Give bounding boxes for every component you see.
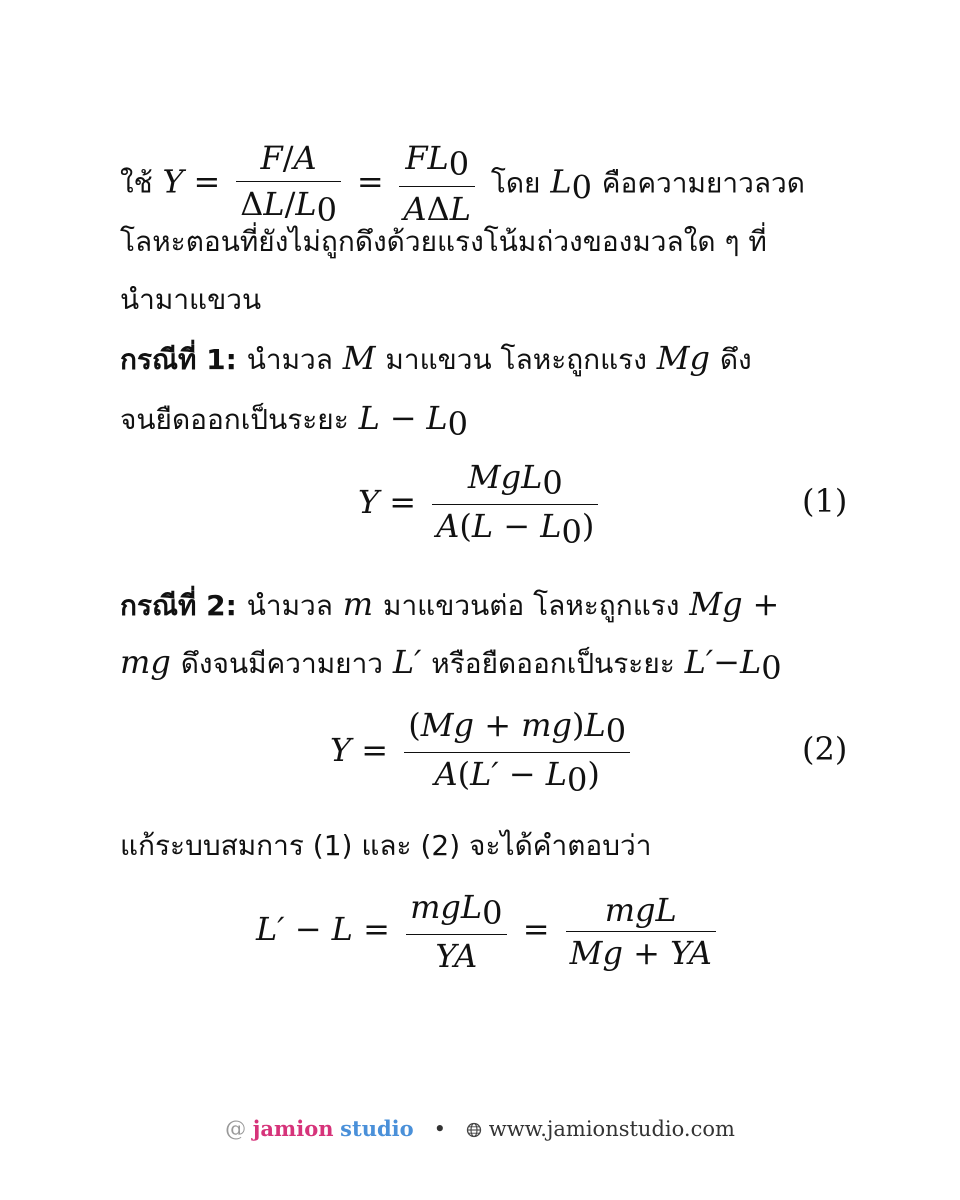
case1-line-2: จนยืดออกเป็นระยะ $L - L_0$: [120, 399, 468, 443]
case2-text-3: ดึงจนมีความยาว: [180, 647, 384, 680]
case2-text-4: หรือยืดออกเป็นระยะ: [431, 647, 675, 680]
intro-line-3: นำมาแขวน: [120, 283, 262, 316]
footer-at: @: [225, 1117, 247, 1141]
globe-icon: [466, 1122, 482, 1138]
case1-text-1: นำมวล: [246, 343, 333, 376]
equation-1-number: (1): [802, 482, 848, 520]
case1-text-3: ดึง: [719, 343, 752, 376]
case1-line-1: กรณีที่ 1: นำมวล M มาแขวน โลหะถูกแรง Mg ดึง: [120, 339, 752, 377]
footer: [0, 1116, 960, 1141]
intro-text-use: ใช้: [120, 166, 153, 200]
intro-line-2: โลหะตอนที่ยังไม่ถูกดึงด้วยแรงโน้มถ่วงของมวลใด ๆ ที่: [120, 225, 767, 258]
case2-text-1: นำมวล: [246, 589, 333, 622]
case2-text-2: มาแขวนต่อ โลหะถูกแรง: [382, 589, 680, 622]
intro-text-wire-length: คือความยาวลวด: [601, 166, 805, 200]
intro-text-by: โดย: [490, 166, 541, 200]
intro-line-1: ใช้ Y = $\frac{F/A}{\Delta L/L_0}$ = $\frac{FL_0}{\text{AΔL}}$ โดย $L_0$ คือความยาวลวด: [120, 139, 805, 229]
fraction-fl0: $\frac{FL_0}{\text{AΔL}}$: [399, 138, 474, 230]
footer-website-link[interactable]: www.jamionstudio.com: [488, 1117, 735, 1141]
equation-2-number: (2): [802, 730, 848, 768]
equation-1: Y = $\frac{MgL_0}{A(L - L_0)}$: [358, 458, 604, 551]
case1-label: กรณีที่ 1:: [120, 343, 237, 376]
footer-brand-jamion: jamion: [252, 1116, 334, 1141]
case1-text-2: มาแขวน โลหะถูกแรง: [385, 343, 647, 376]
case2-line-2: mg ดึงจนมีความยาว L′ หรือยืดออกเป็นระยะ $L'-L_0$: [120, 643, 782, 687]
equation-result: L′ − L = $\frac{mgL_0}{YA}$ = $\frac{\text{mgL}}{Mg + YA}$: [256, 888, 722, 975]
equation-2: Y = $\frac{(Mg + mg)L_0}{A(L' - L_0)}$: [330, 706, 636, 799]
footer-brand-studio: studio: [340, 1116, 414, 1141]
case2-label: กรณีที่ 2:: [120, 589, 237, 622]
fraction-stress-strain: $\frac{F/A}{\Delta L/L_0}$: [236, 138, 341, 230]
footer-bullet: •: [433, 1117, 447, 1141]
case2-line-1: กรณีที่ 2: นำมวล m มาแขวนต่อ โลหะถูกแรง Mg +: [120, 585, 780, 623]
solve-line: แก้ระบบสมการ (1) และ (2) จะได้คำตอบว่า: [120, 829, 652, 862]
case1-text-4: จนยืดออกเป็นระยะ: [120, 403, 349, 436]
